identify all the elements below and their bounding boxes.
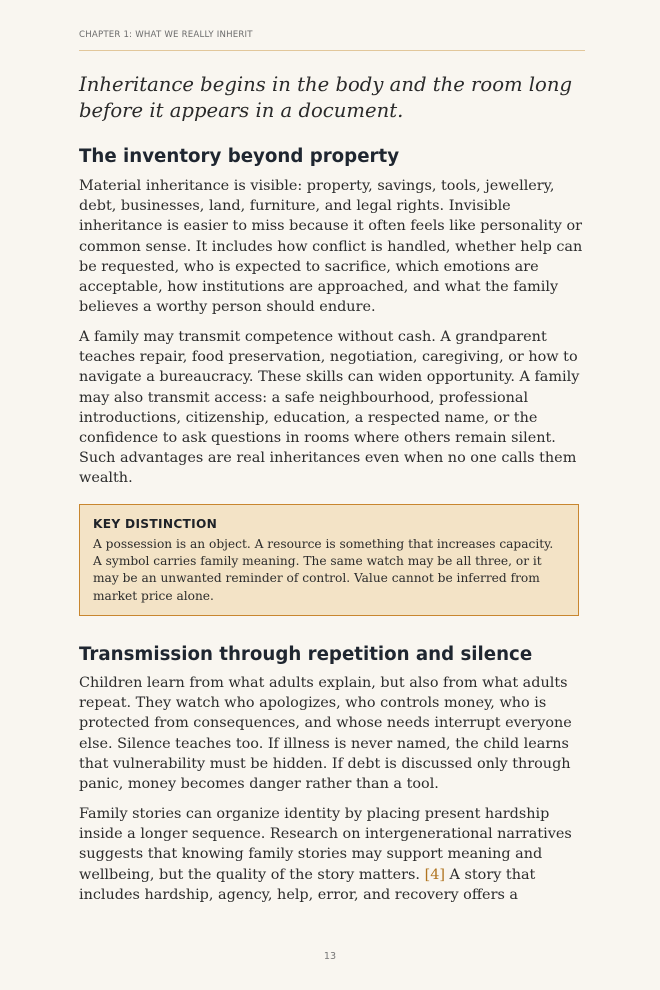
lead-sentence: Inheritance begins in the body and the room long before it appears in a document. — [79, 73, 573, 122]
section-heading: Transmission through repetition and silence — [79, 644, 533, 665]
body-paragraph: Children learn from what adults explain, but also from what adults repeat. They watch who apologizes, who controls money, who is protected from consequences, and whose needs interrupt everyone else. Silence teaches too. If illness is never named, the child learns that vulnerability must be hidden. If debt is discussed only through panic, money becomes danger rather than a tool. — [79, 675, 572, 793]
citation-link[interactable]: [4] — [424, 866, 445, 883]
body-paragraph: A family may transmit competence without cash. A grandparent teaches repair, food preservation, negotiation, caregiving, or how to navigate a bureaucracy. These skills can widen opportunity. A family may also transmit access: a safe neighbourhood, professional introductions, citizenship, education, a respected name, or the confidence to ask questions in rooms where others remain silent. Such advantages are real inheritances even when no one calls them wealth. — [79, 329, 580, 487]
running-head: CHAPTER 1: WHAT WE REALLY INHERIT — [79, 30, 585, 51]
callout-title: KEY DISTINCTION — [93, 517, 218, 531]
paragraph-text: Family stories can organize identity by placing present hardship inside a longer sequence. Research on intergenerational narratives suggests that knowing family stories may support meaning and wellbeing, but the quality of the story matters. — [79, 806, 572, 883]
body-paragraph: Material inheritance is visible: property, savings, tools, jewellery, debt, businesses, land, furniture, and legal rights. Invisible inheritance is easier to miss because it often feels like personality or common sense. It includes how conflict is handled, whether help can be requested, who is expected to sacrifice, which emotions are acceptable, how institutions are approached, and what the family believes a worthy person should endure. — [79, 178, 583, 316]
callout-text: A possession is an object. A resource is something that increases capacity. A symbol carries family meaning. The same watch may be all three, or it may be an unwanted reminder of control. Value cannot be inferred from market price alone. — [93, 537, 554, 603]
page-number: 13 — [323, 951, 337, 962]
paragraph-text: A story that includes hardship, agency, help, error, and recovery offers a — [79, 866, 536, 903]
section-heading: The inventory beyond property — [79, 146, 400, 167]
key-distinction-callout — [79, 504, 579, 616]
body-paragraph — [79, 804, 585, 905]
